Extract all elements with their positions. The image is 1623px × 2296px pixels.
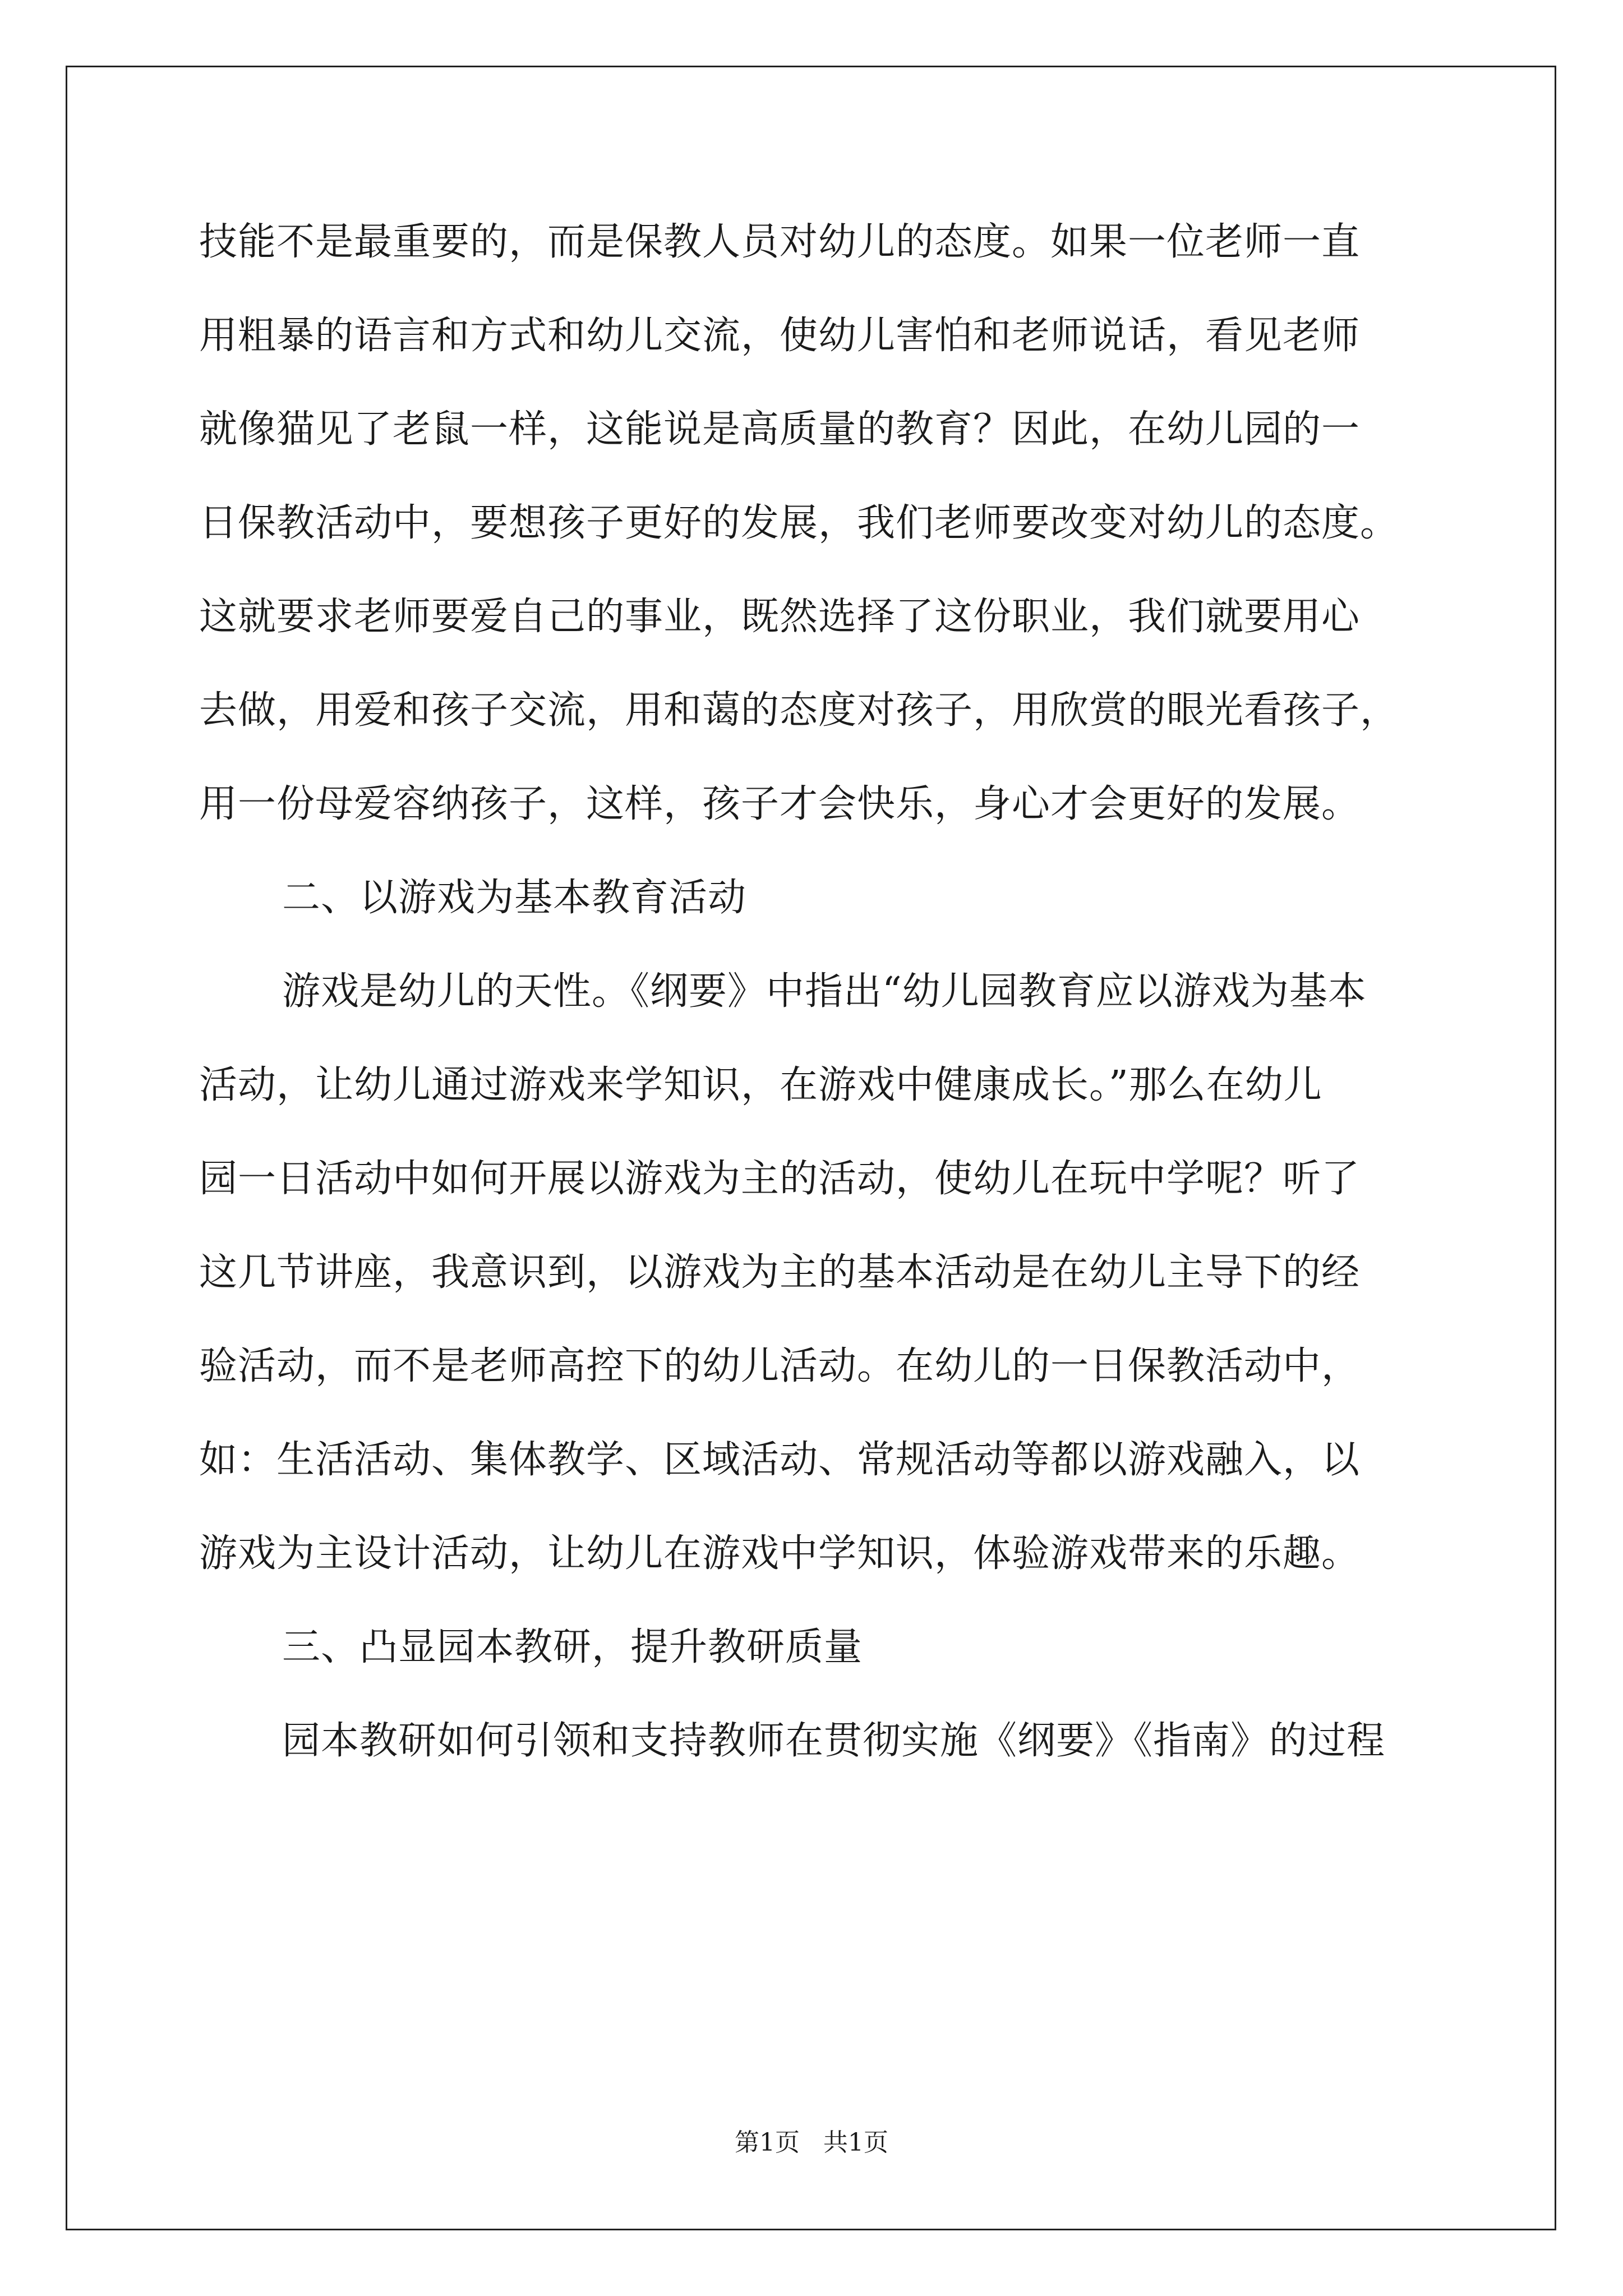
paragraph-line: 园本教研如何引领和支持教师在贯彻实施《纲要》《指南》的过程 bbox=[282, 1719, 1386, 1763]
paragraph-line: 活动，让幼儿通过游戏来学知识，在游戏中健康成长。”那么在幼儿 bbox=[199, 1063, 1322, 1107]
paragraph-line: 验活动，而不是老师高控下的幼儿活动。在幼儿的一日保教活动中， bbox=[199, 1344, 1361, 1388]
paragraph-line: 日保教活动中，要想孩子更好的发展，我们老师要改变对幼儿的态度。 bbox=[199, 501, 1399, 545]
paragraph-line: 就像猫见了老鼠一样，这能说是高质量的教育？因此，在幼儿园的一 bbox=[199, 407, 1361, 452]
section-heading: 二、以游戏为基本教育活动 bbox=[282, 876, 747, 920]
page-number: 第1页 bbox=[735, 2128, 800, 2157]
paragraph-line: 用一份母爱容纳孩子，这样，孩子才会快乐，身心才会更好的发展。 bbox=[199, 782, 1361, 826]
paragraph-line: 技能不是最重要的，而是保教人员对幼儿的态度。如果一位老师一直 bbox=[199, 220, 1361, 264]
paragraph-line: 这就要求老师要爱自己的事业，既然选择了这份职业，我们就要用心 bbox=[199, 595, 1361, 639]
paragraph-line: 去做，用爱和孩子交流，用和蔼的态度对孩子，用欣赏的眼光看孩子， bbox=[199, 688, 1399, 733]
paragraph-line: 这几节讲座，我意识到，以游戏为主的基本活动是在幼儿主导下的经 bbox=[199, 1250, 1361, 1295]
paragraph-line: 园一日活动中如何开展以游戏为主的活动，使幼儿在玩中学呢？听了 bbox=[199, 1157, 1361, 1201]
page-total: 共1页 bbox=[823, 2128, 888, 2157]
document-body bbox=[199, 213, 1433, 1806]
paragraph-line: 游戏为主设计活动，让幼儿在游戏中学知识，体验游戏带来的乐趣。 bbox=[199, 1531, 1361, 1576]
paragraph-line: 如：生活活动、集体教学、区域活动、常规活动等都以游戏融入，以 bbox=[199, 1438, 1361, 1482]
paragraph-line: 用粗暴的语言和方式和幼儿交流，使幼儿害怕和老师说话，看见老师 bbox=[199, 314, 1361, 358]
section-heading: 三、凸显园本教研，提升教研质量 bbox=[282, 1625, 863, 1669]
page-footer bbox=[0, 2126, 1623, 2160]
paragraph-line: 游戏是幼儿的天性。《纲要》中指出“幼儿园教育应以游戏为基本 bbox=[282, 969, 1367, 1014]
